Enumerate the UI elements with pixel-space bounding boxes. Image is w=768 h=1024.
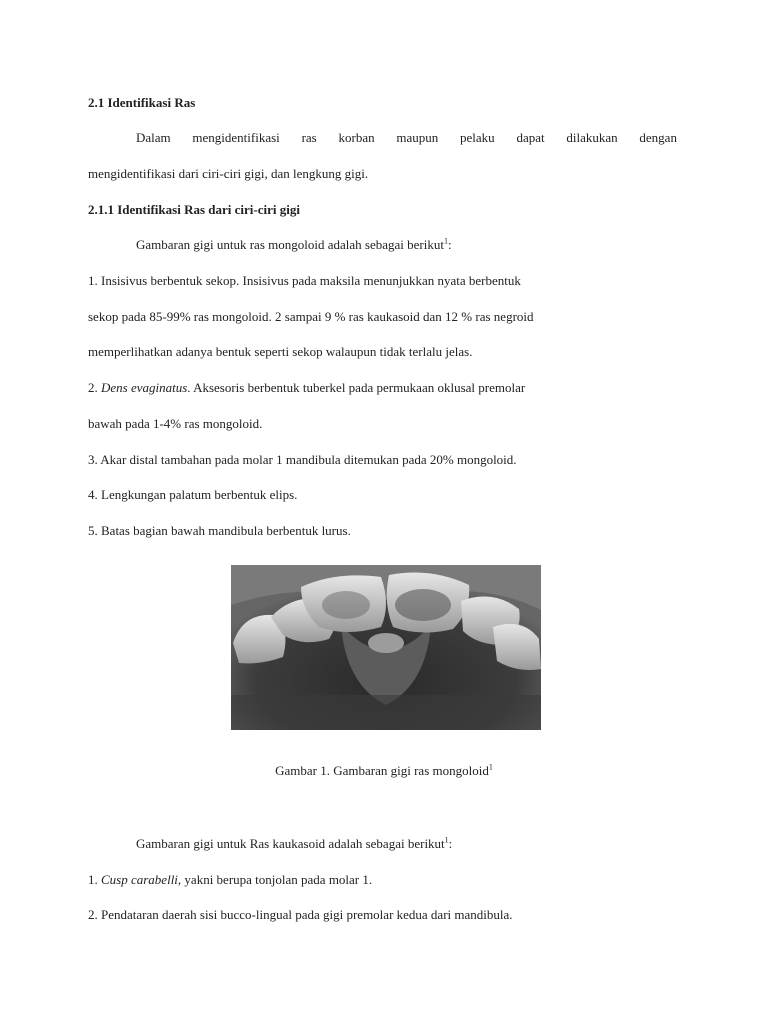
kaukasoid-item-1 [88,872,372,888]
mongoloid-lead-text: Gambaran gigi untuk ras mongoloid adalah sebagai berikut [136,237,444,252]
mongoloid-item-1-line-3: memperlihatkan adanya bentuk seperti sekop walaupun tidak terlalu jelas. [88,344,473,359]
mongoloid-item-2-line-1 [88,380,525,396]
intro-word: dengan [639,130,677,145]
mongoloid-item-2-rest: . Aksesoris berbentuk tuberkel pada permukaan oklusal premolar [187,380,526,395]
intro-word: ras [301,130,317,145]
intro-word: korban [338,130,375,145]
mongoloid-lead [136,237,452,253]
mongoloid-item-2-term: Dens evaginatus [101,380,188,395]
mongoloid-item-1-line-1: 1. Insisivus berbentuk sekop. Insisivus pada maksila menunjukkan nyata berbentuk [88,273,521,288]
teeth-photo [231,565,541,730]
figure-caption-citation: 1 [488,762,493,772]
figure-caption-text: Gambar 1. Gambaran gigi ras mongoloid [275,763,489,778]
figure-caption [0,763,768,779]
mongoloid-lead-colon: : [447,237,452,252]
section-heading: 2.1 Identifikasi Ras [88,95,196,110]
intro-line-1 [136,130,677,146]
intro-word: dapat [516,130,545,145]
mongoloid-item-2-line-2: bawah pada 1-4% ras mongoloid. [88,416,263,431]
intro-word: maupun [396,130,439,145]
mongoloid-item-3: 3. Akar distal tambahan pada molar 1 mandibula ditemukan pada 20% mongoloid. [88,452,517,467]
intro-word: mengidentifikasi [192,130,280,145]
kaukasoid-lead-text: Gambaran gigi untuk Ras kaukasoid adalah sebagai berikut [136,836,445,851]
subsection-heading: 2.1.1 Identifikasi Ras dari ciri-ciri gigi [88,202,300,217]
intro-word: dilakukan [566,130,618,145]
kaukasoid-item-1-number: 1. [88,872,101,887]
kaukasoid-item-1-rest: , yakni berupa tonjolan pada molar 1. [177,872,373,887]
mongoloid-lead-citation: 1 [443,236,448,246]
kaukasoid-item-1-term: Cusp carabelli [101,872,178,887]
teeth-photo-illustration [231,565,541,730]
mongoloid-item-4: 4. Lengkungan palatum berbentuk elips. [88,487,298,502]
mongoloid-item-5: 5. Batas bagian bawah mandibula berbentuk lurus. [88,523,351,538]
kaukasoid-lead [136,836,452,852]
mongoloid-item-2-number: 2. [88,380,101,395]
kaukasoid-lead-colon: : [448,836,453,851]
intro-word: Dalam [136,130,171,145]
kaukasoid-item-2: 2. Pendataran daerah sisi bucco-lingual pada gigi premolar kedua dari mandibula. [88,907,513,922]
kaukasoid-lead-citation: 1 [444,835,449,845]
intro-word: pelaku [460,130,495,145]
mongoloid-item-1-line-2: sekop pada 85-99% ras mongoloid. 2 sampai 9 % ras kaukasoid dan 12 % ras negroid [88,309,534,324]
intro-line-2: mengidentifikasi dari ciri-ciri gigi, dan lengkung gigi. [88,166,369,181]
